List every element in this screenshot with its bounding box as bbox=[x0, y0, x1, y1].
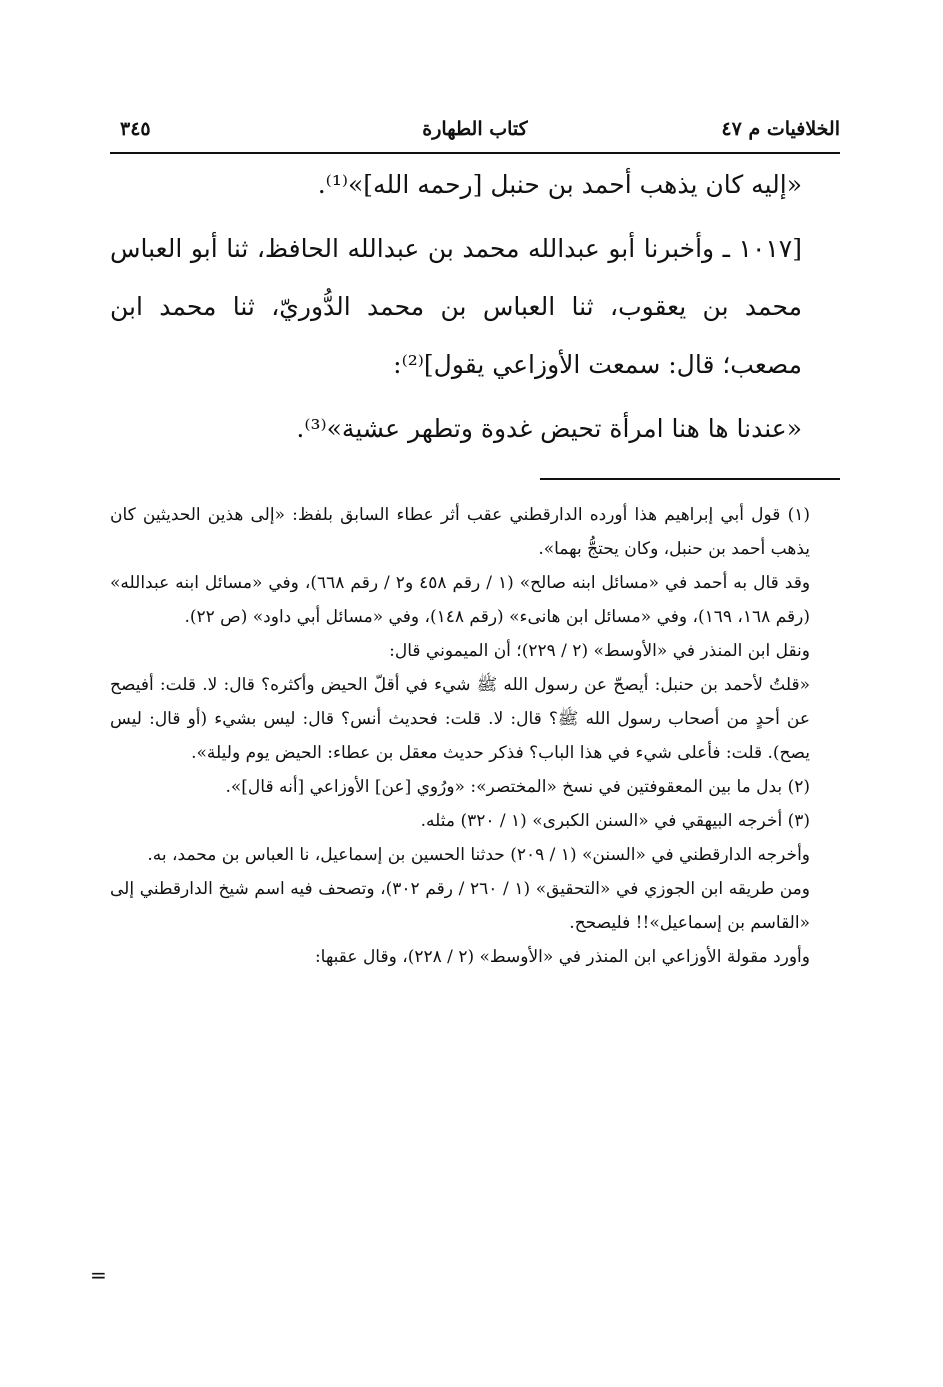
footnote-3-para-4: وأورد مقولة الأوزاعي ابن المنذر في «الأوسط» (٢ / ٢٢٨)، وقال عقبها: bbox=[314, 947, 810, 967]
main-paragraph-1: «إليه كان يذهب أحمد بن حنبل [رحمه الله]»⁽¹⁾. bbox=[317, 170, 802, 199]
footnote-separator bbox=[540, 478, 840, 480]
main-paragraph-2: [١٠١٧ ـ وأخبرنا أبو عبدالله محمد بن عبدالله الحافظ، ثنا أبو العباس محمد بن يعقوب، ثنا العباس بن محمد الدُّوريّ، ثنا محمد ابن مصعب؛ قال: سمعت الأوزاعي يقول]⁽²⁾: bbox=[110, 234, 802, 379]
footnote-1-quote: «قلتُ لأحمد بن حنبل: أيصحّ عن رسول الله ﷺ شيء في أقلّ الحيض وأكثره؟ قال: لا. قلت: أفيصح عن أحدٍ من أصحاب رسول الله ﷺ؟ قال: لا. قلت: فحديث أنس؟ قال: ليس بشيء (أو قال: ليس يصح). قلت: فأعلى شيء في هذا الباب؟ فذكر حديث معقل بن عطاء: الحيض يوم وليلة». bbox=[110, 675, 810, 763]
header-volume: الخلافيات م ٤٧ bbox=[721, 118, 840, 140]
footnote-3: (٣) أخرجه البيهقي في «السنن الكبرى» (١ / ٣٢٠) مثله. bbox=[420, 811, 810, 831]
footnote-1: (١) قول أبي إبراهيم هذا أورده الدارقطني عقب أثر عطاء السابق بلفظ: «إلى هذين الحديثين كان يذهب أحمد بن حنبل، وكان يحتجُّ بهما». bbox=[110, 505, 810, 559]
book-page bbox=[110, 112, 840, 974]
page-number: ٣٤٥ bbox=[120, 118, 151, 140]
footnote-1-para-3: ونقل ابن المنذر في «الأوسط» (٢ / ٢٢٩)؛ أن الميموني قال: bbox=[389, 641, 810, 661]
main-text bbox=[110, 156, 840, 458]
main-paragraph-3: «عندنا ها هنا امرأة تحيض غدوة وتطهر عشية»⁽³⁾. bbox=[296, 414, 802, 443]
footnote-3-para-2: وأخرجه الدارقطني في «السنن» (١ / ٢٠٩) حدثنا الحسين بن إسماعيل، نا العباس بن محمد، به. bbox=[147, 845, 810, 865]
running-header bbox=[110, 112, 840, 154]
footnotes bbox=[110, 498, 840, 974]
footnote-2: (٢) بدل ما بين المعقوفتين في نسخ «المختصر»: «ورُوي [عن] الأوزاعي [أنه قال]». bbox=[225, 777, 810, 797]
footnote-3-para-3: ومن طريقه ابن الجوزي في «التحقيق» (١ / ٢٦٠ / رقم ٣٠٢)، وتصحف فيه اسم شيخ الدارقطني إلى «القاسم بن إسماعيل»!! فليصحح. bbox=[110, 879, 810, 933]
footnote-1-para-2: وقد قال به أحمد في «مسائل ابنه صالح» (١ / رقم ٤٥٨ و٢ / رقم ٦٦٨)، وفي «مسائل ابنه عبدالله» (رقم ١٦٨، ١٦٩)، وفي «مسائل ابن هانىء» (رقم ١٤٨)، وفي «مسائل أبي داود» (ص ٢٢). bbox=[110, 573, 811, 627]
continuation-mark: = bbox=[90, 1263, 107, 1287]
header-chapter: كتاب الطهارة bbox=[422, 118, 528, 140]
